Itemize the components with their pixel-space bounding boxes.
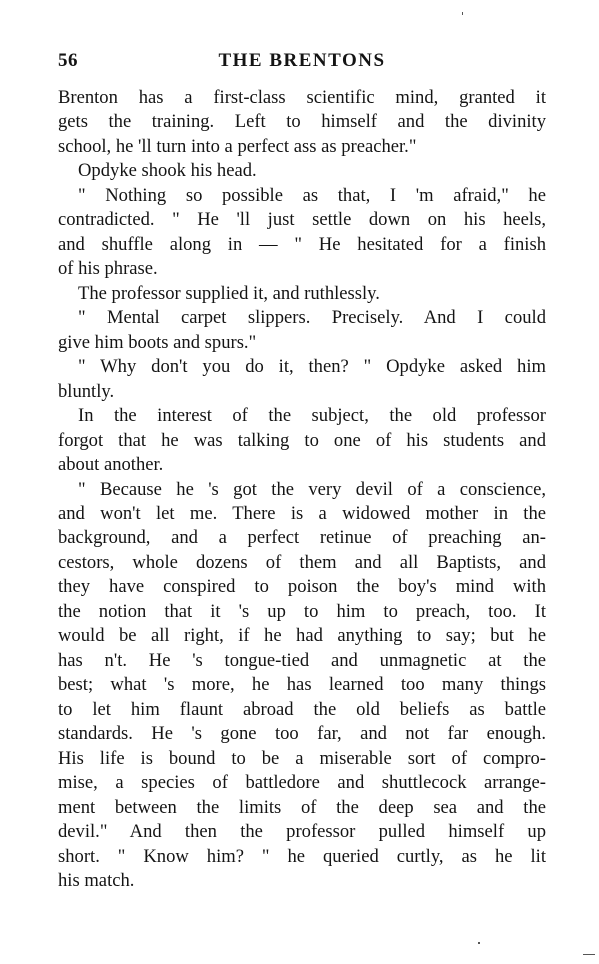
text-line: about another. [58,454,164,476]
body-text [58,86,546,893]
text-line: devil." And then the professor pulled himself up [58,821,546,843]
text-line: ment between the limits of the deep sea and the [58,796,546,818]
text-line: school, he 'll turn into a perfect ass as preacher." [58,135,417,157]
text-line: has n't. He 's tongue-tied and unmagnetic at the [58,649,546,671]
text-line: and shuffle along in — " He hesitated for a finish [58,233,546,255]
running-title: THE BRENTONS [218,50,386,71]
text-line: The professor supplied it, and ruthlessly. [78,282,380,304]
text-line: they have conspired to poison the boy's mind with [58,576,546,598]
text-line: of his phrase. [58,258,158,280]
text-line: contradicted. " He 'll just settle down on his heels, [58,209,546,231]
page-number: 56 [58,50,78,71]
text-line: " Mental carpet slippers. Precisely. And I could [78,307,546,329]
text-line: In the interest of the subject, the old professor [78,405,546,427]
text-line: mise, a species of battledore and shuttlecock arrange- [58,772,546,794]
text-line: forgot that he was talking to one of his students and [58,429,546,451]
text-line: best; what 's more, he has learned too many things [58,674,546,696]
text-line: his match. [58,870,135,891]
text-line: and won't let me. There is a widowed mother in the [58,502,546,524]
page-header [58,50,546,78]
text-line: the notion that it 's up to him to preach, too. It [58,600,546,622]
text-line: would be all right, if he had anything to say; but he [58,625,546,647]
text-line: bluntly. [58,380,115,402]
text-line: " Nothing so possible as that, I 'm afraid," he [78,184,546,206]
text-line: Opdyke shook his head. [78,160,257,182]
text-line: standards. He 's gone too far, and not far enough. [58,723,546,745]
scan-speck [583,954,595,955]
text-line: give him boots and spurs." [58,331,257,353]
text-line: gets the training. Left to himself and the divinity [58,111,546,133]
text-line: short. " Know him? " he queried curtly, as he lit [58,845,546,867]
text-line: His life is bound to be a miserable sort of compro- [58,747,546,769]
scan-speck [478,942,480,944]
text-line: cestors, whole dozens of them and all Baptists, and [58,551,546,573]
text-line: " Why don't you do it, then? " Opdyke asked him [78,356,546,378]
text-line: Brenton has a first-class scientific mind, granted it [58,87,546,108]
text-line: to let him flaunt abroad the old beliefs as battle [58,698,546,720]
text-line: background, and a perfect retinue of preaching an- [58,527,546,549]
text-line: " Because he 's got the very devil of a conscience, [78,478,546,500]
scan-speck [462,12,463,15]
